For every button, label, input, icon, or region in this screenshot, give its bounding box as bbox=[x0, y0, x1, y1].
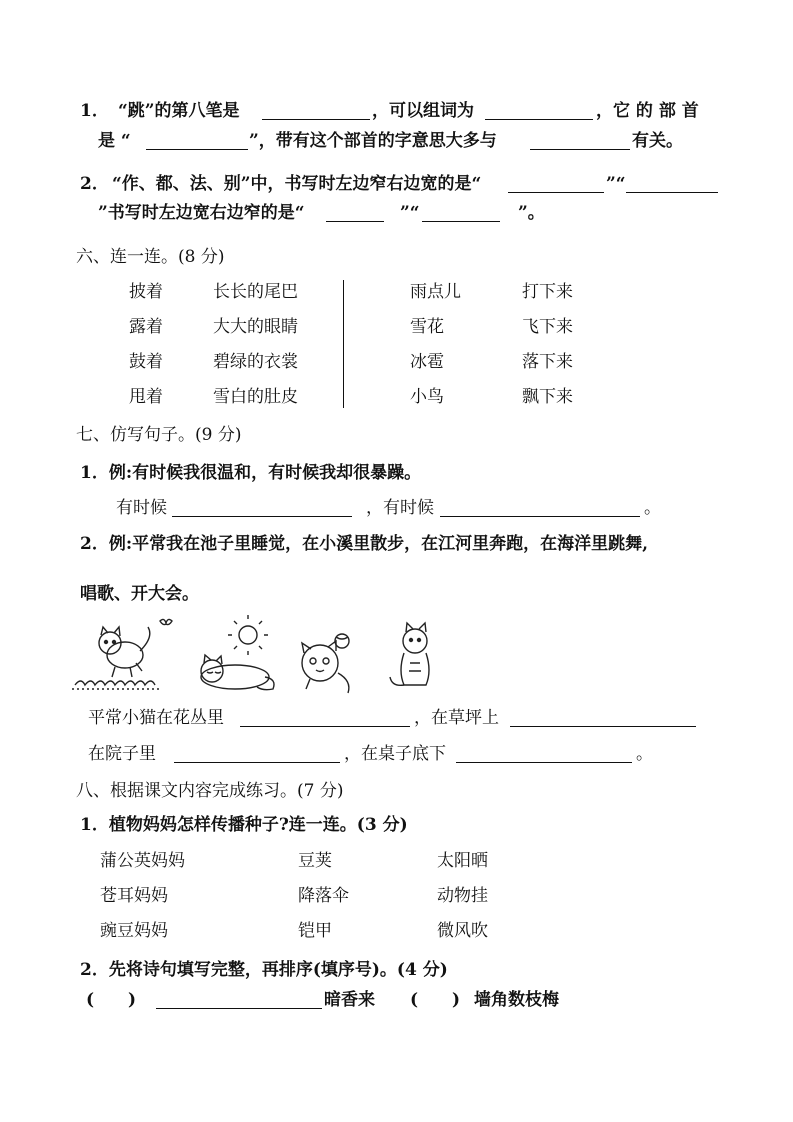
q1-text-b: ，可以组词为 bbox=[372, 101, 474, 121]
right-subject[interactable]: 雨点儿 bbox=[410, 282, 461, 302]
seed-tool[interactable]: 豆荚 bbox=[298, 851, 332, 871]
q2-number: 2． bbox=[80, 174, 109, 194]
cat-in-flowers-icon bbox=[72, 619, 172, 689]
plant-mother[interactable]: 苍耳妈妈 bbox=[100, 886, 168, 906]
left-object[interactable]: 雪白的肚皮 bbox=[213, 387, 298, 407]
cats-illustration bbox=[70, 615, 450, 695]
section-6-title: 六、连一连。(8 分) bbox=[76, 247, 225, 267]
q7-2-blank-2[interactable] bbox=[510, 726, 696, 727]
right-verb[interactable]: 打下来 bbox=[522, 282, 573, 302]
section-7-title: 七、仿写句子。(9 分) bbox=[76, 425, 242, 445]
q1-text-e: ”，带有这个部首的字意思大多与 bbox=[249, 131, 497, 151]
left-object[interactable]: 碧绿的衣裳 bbox=[213, 352, 298, 372]
cat-with-ball-icon bbox=[302, 634, 349, 693]
seed-tool[interactable]: 铠甲 bbox=[298, 921, 332, 941]
sleeping-cat-with-sun-icon bbox=[201, 615, 274, 690]
q7-2-fill-b: ，在草坪上 bbox=[414, 708, 499, 728]
left-verb[interactable]: 露着 bbox=[129, 317, 163, 337]
plant-mother[interactable]: 豌豆妈妈 bbox=[100, 921, 168, 941]
sitting-cat-icon bbox=[390, 623, 429, 685]
q7-1-fill-a: 有时候 bbox=[116, 498, 167, 518]
q7-1-fill-c: 。 bbox=[644, 498, 661, 518]
q7-1-blank-1[interactable] bbox=[172, 516, 352, 517]
q1-blank-1[interactable] bbox=[262, 119, 370, 120]
q2-blank-2[interactable] bbox=[626, 192, 718, 193]
seed-tool[interactable]: 降落伞 bbox=[298, 886, 349, 906]
q8-1-title: 1．植物妈妈怎样传播种子?连一连。(3 分) bbox=[80, 815, 408, 835]
q7-2-fill-d: ，在桌子底下 bbox=[344, 744, 446, 764]
q7-2-example: 2．例:平常我在池子里睡觉，在小溪里散步，在江河里奔跑，在海洋里跳舞, bbox=[80, 534, 649, 554]
column-divider bbox=[343, 280, 344, 408]
q7-2-example-cont: 唱歌、开大会。 bbox=[80, 584, 199, 604]
right-verb[interactable]: 落下来 bbox=[522, 352, 573, 372]
q7-1-fill-b: ，有时候 bbox=[366, 498, 434, 518]
q7-1-blank-2[interactable] bbox=[440, 516, 640, 517]
q1-number: 1． bbox=[80, 101, 109, 121]
order-paren-1[interactable]: ( ) bbox=[86, 990, 137, 1010]
q7-2-fill-a: 平常小猫在花丛里 bbox=[88, 708, 224, 728]
poem-line-b: 墙角数枝梅 bbox=[474, 990, 559, 1010]
q1-blank-3[interactable] bbox=[146, 149, 248, 150]
q1-text-d: 是 “ bbox=[98, 131, 131, 151]
left-object[interactable]: 长长的尾巴 bbox=[213, 282, 298, 302]
right-subject[interactable]: 小鸟 bbox=[410, 387, 444, 407]
q7-1-example: 1．例:有时候我很温和，有时候我却很暴躁。 bbox=[80, 463, 422, 483]
order-paren-2[interactable]: ( ) bbox=[410, 990, 461, 1010]
q2-blank-1[interactable] bbox=[508, 192, 604, 193]
q7-2-fill-c: 在院子里 bbox=[88, 744, 156, 764]
right-verb[interactable]: 飞下来 bbox=[522, 317, 573, 337]
plant-mother[interactable]: 蒲公英妈妈 bbox=[100, 851, 185, 871]
left-verb[interactable]: 鼓着 bbox=[129, 352, 163, 372]
q2-text-e: ”。 bbox=[518, 203, 545, 223]
right-subject[interactable]: 冰雹 bbox=[410, 352, 444, 372]
q2-text-c: ”书写时左边宽右边窄的是“ bbox=[98, 203, 305, 223]
spread-method[interactable]: 微风吹 bbox=[437, 921, 488, 941]
poem-blank[interactable] bbox=[156, 1008, 322, 1009]
q2-blank-4[interactable] bbox=[422, 221, 500, 222]
right-verb[interactable]: 飘下来 bbox=[522, 387, 573, 407]
q2-text-b: ”“ bbox=[606, 174, 626, 194]
q7-2-blank-1[interactable] bbox=[240, 726, 410, 727]
q1-text-a: “跳”的第八笔是 bbox=[118, 101, 240, 121]
q7-2-blank-4[interactable] bbox=[456, 762, 632, 763]
left-verb[interactable]: 甩着 bbox=[129, 387, 163, 407]
q8-2-title: 2．先将诗句填写完整，再排序(填序号)。(4 分) bbox=[80, 960, 448, 980]
q1-blank-2[interactable] bbox=[485, 119, 593, 120]
q2-text-d: ”“ bbox=[400, 203, 420, 223]
poem-line-a: 暗香来 bbox=[324, 990, 375, 1010]
right-subject[interactable]: 雪花 bbox=[410, 317, 444, 337]
q1-text-c: ，它 的 部 首 bbox=[596, 101, 699, 121]
left-verb[interactable]: 披着 bbox=[129, 282, 163, 302]
q7-2-blank-3[interactable] bbox=[174, 762, 340, 763]
q2-text-a: “作、都、法、别”中，书写时左边窄右边宽的是“ bbox=[112, 174, 482, 194]
q1-text-f: 有关。 bbox=[632, 131, 683, 151]
spread-method[interactable]: 动物挂 bbox=[437, 886, 488, 906]
left-object[interactable]: 大大的眼睛 bbox=[213, 317, 298, 337]
spread-method[interactable]: 太阳晒 bbox=[437, 851, 488, 871]
q7-2-fill-e: 。 bbox=[636, 744, 653, 764]
q2-blank-3[interactable] bbox=[326, 221, 384, 222]
q1-blank-4[interactable] bbox=[530, 149, 630, 150]
section-8-title: 八、根据课文内容完成练习。(7 分) bbox=[76, 781, 344, 801]
